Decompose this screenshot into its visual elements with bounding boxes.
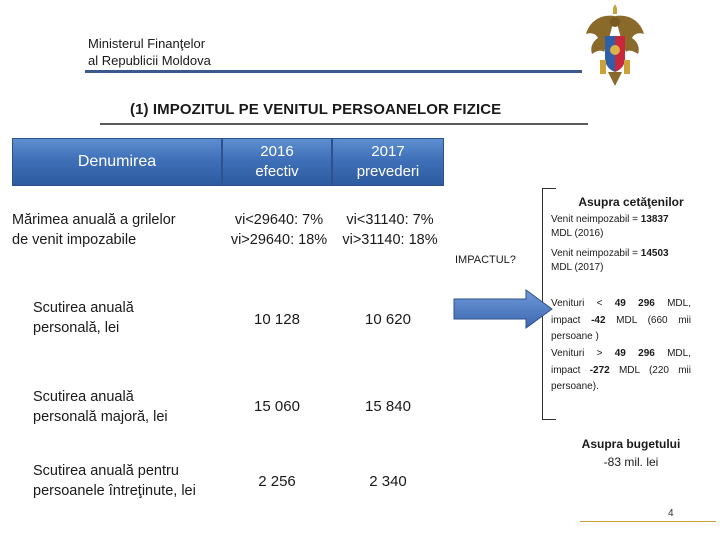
impact-low-text: Venituri < (551, 298, 615, 309)
impact-high-text: persoane). (551, 381, 599, 392)
row-label-line: Mărimea anuală a grilelor (12, 212, 176, 228)
impact-low-amount: -42 (591, 314, 606, 326)
bracket-2017-low: vi<31140: 7% (346, 212, 434, 228)
row-label-line: de venit impozabile (12, 232, 137, 248)
impact-high-text: impact (551, 364, 590, 376)
header-2017 (332, 138, 444, 186)
dependents-2017-value: 2 340 (369, 473, 407, 490)
title-rule (100, 123, 588, 125)
major-2017-value: 15 840 (365, 398, 411, 415)
row-label-line: personală majoră, lei (33, 409, 168, 425)
ministry-line-2: al Republicii Moldova (88, 53, 211, 68)
header-rule (85, 70, 582, 73)
impact-low-text: MDL (660 mii (605, 314, 691, 326)
header-2017-sub: prevederi (356, 163, 420, 180)
threshold-2016-prefix: Venit neimpozabil = (551, 214, 641, 225)
budget-title: Asupra bugetului (581, 437, 681, 451)
threshold-2016-value: 13837 (640, 214, 669, 225)
table-row-brackets-2016 (224, 210, 334, 250)
impact-high-text: MDL, (654, 348, 691, 359)
personal-2016-value: 10 128 (254, 311, 300, 328)
table-row-brackets-label (12, 210, 176, 250)
header-denumirea-label: Denumirea (77, 153, 157, 170)
coat-of-arms-icon (584, 2, 646, 90)
table-row-personal-label (33, 298, 134, 338)
impact-high-amount: -272 (589, 364, 610, 376)
threshold-2016-suffix: MDL (2016) (551, 228, 604, 239)
page-title: (1) IMPOZITUL PE VENITUL PERSOANELOR FIZICE (130, 101, 502, 118)
impact-low-text: impact (551, 314, 592, 326)
citizens-threshold-2016 (551, 213, 691, 241)
threshold-2017-suffix: MDL (2017) (551, 262, 604, 273)
impact-low-text: MDL, (654, 298, 691, 309)
threshold-2017-prefix: Venit neimpozabil = (551, 248, 641, 259)
dependents-2016-value: 2 256 (258, 473, 296, 490)
header-2016-sub: efectiv (255, 163, 299, 180)
major-2016-value: 15 060 (254, 398, 300, 415)
citizens-impact-low (551, 296, 691, 346)
citizens-impact-high (551, 346, 691, 396)
impact-low-text: persoane ) (551, 331, 599, 342)
citizens-threshold-2017 (551, 247, 691, 275)
impact-high-threshold: 49 296 (614, 348, 655, 359)
impact-low-threshold: 49 296 (614, 298, 655, 309)
impact-high-text: MDL (220 mii (609, 364, 691, 376)
threshold-2017-value: 14503 (640, 248, 669, 259)
header-2016 (222, 138, 332, 186)
impact-label: IMPACTUL? (455, 254, 516, 266)
table-row-dependents-label (33, 461, 196, 501)
row-label-line: Scutirea anuală (33, 300, 134, 316)
bracket-2017-high: vi>31140: 18% (342, 232, 438, 248)
page-rule (580, 521, 716, 522)
header-2016-year: 2016 (260, 143, 294, 160)
table-row-major-label (33, 387, 168, 427)
page-number: 4 (668, 508, 674, 519)
personal-2017-value: 10 620 (365, 311, 411, 328)
row-label-line: Scutirea anuală pentru (33, 463, 179, 479)
header-2017-year: 2017 (371, 143, 405, 160)
header-denumirea (12, 138, 222, 186)
ministry-line-1: Ministerul Finanţelor (88, 36, 206, 51)
impact-high-text: Venituri > (551, 348, 615, 359)
table-row-brackets-2017 (334, 210, 446, 250)
arrow-right-icon (452, 288, 554, 330)
bracket-2016-high: vi>29640: 18% (230, 232, 328, 248)
row-label-line: personală, lei (33, 320, 120, 336)
bracket-2016-low: vi<29640: 7% (234, 212, 324, 228)
row-label-line: Scutirea anuală (33, 389, 134, 405)
ministry-name (88, 35, 211, 69)
budget-value: -83 mil. lei (603, 455, 659, 469)
citizens-title: Asupra cetăţenilor (578, 195, 684, 209)
row-label-line: persoanele întreţinute, lei (33, 483, 196, 499)
